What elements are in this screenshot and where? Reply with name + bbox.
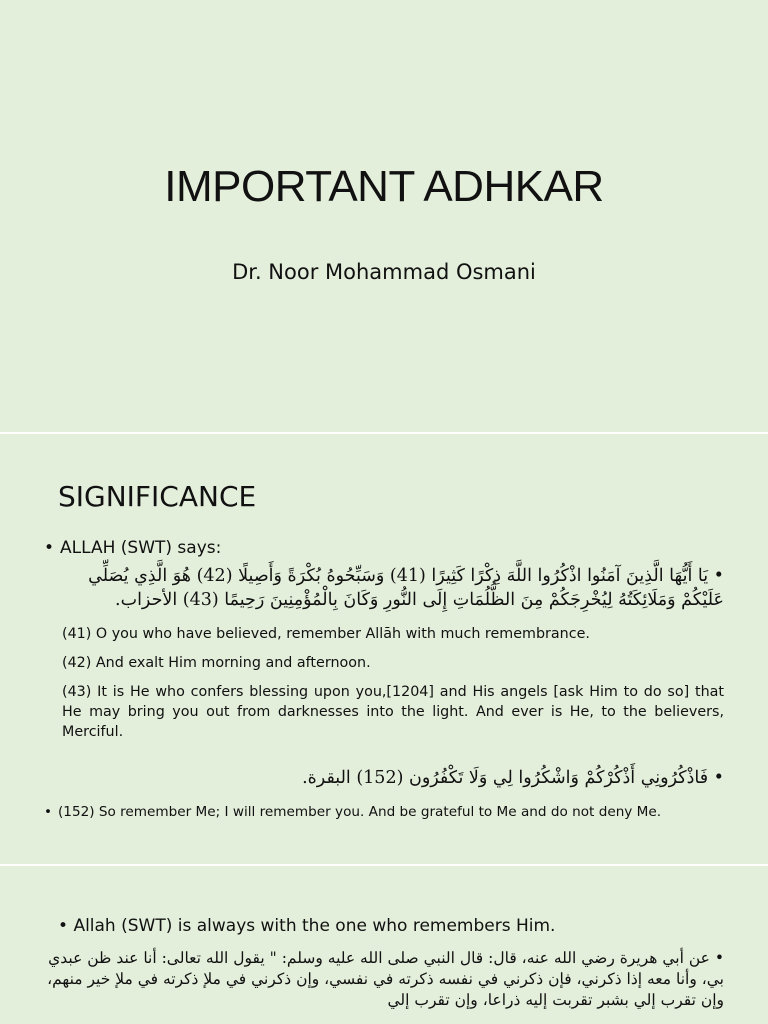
bullet-marker: • [713,566,724,586]
intro-bullet [44,538,221,558]
bullet-marker: • [44,538,55,558]
bullet-marker: • [713,768,724,788]
arabic-verse-baqarah [40,766,724,790]
translation-41: (41) O you who have believed, remember Allāh with much remembrance. [62,626,590,642]
arabic-verse-text: يَا أَيُّهَا الَّذِينَ آمَنُوا اذْكُرُوا اللَّهَ ذِكْرًا كَثِيرًا (41) وَسَبِّحُوهُ بُكْرَةً وَأَصِيلًا (42) هُوَ الَّذِي يُصَلِّي عَلَيْكُمْ وَمَلَائِكَتُهُ لِيُخْرِجَكُمْ مِنَ الظُّلُمَاتِ إِلَى النُّورِ وَكَانَ بِالْمُؤْمِنِينَ رَحِيمًا (43) الأحزاب. [88,566,724,610]
translation-42: (42) And exalt Him morning and afternoon. [62,655,371,671]
hadith-text: عن أبي هريرة رضي الله عنه، قال: قال النبي صلى الله عليه وسلم: " يقول الله تعالى: أنا عند ظن عبدي بي، وأنا معه إذا ذكرني، فإن ذكرني في نفسه ذكرته في نفسي، وإن ذكرني في ملإ ذكرته في ملإ خير منهم، وإن تقرب إلي بشبر تقربت إليه ذراعا، وإن تقرب إلي [47,949,724,1009]
translation-152-text: (152) So remember Me; I will remember you. And be grateful to Me and do not deny Me. [58,804,662,820]
bullet-marker: • [58,916,69,936]
bullet-text: Allah (SWT) is always with the one who remembers Him. [73,916,556,936]
bullet-marker: • [44,804,53,820]
slide-heading: SIGNIFICANCE [58,480,257,513]
significance-slide [0,434,768,864]
bullet-allah-with-rememberer [58,916,555,936]
arabic-verse-ahzab [40,564,724,612]
title-slide [0,0,768,432]
presentation-title: IMPORTANT ADHKAR [164,162,604,211]
intro-text: ALLAH (SWT) says: [60,538,222,558]
companionship-slide [0,866,768,1024]
translation-152 [44,804,661,820]
hadith-arabic [40,948,724,1011]
arabic-verse-text: فَاذْكُرُونِي أَذْكُرْكُمْ وَاشْكُرُوا لِي وَلَا تَكْفُرُون (152) البقرة. [302,768,709,788]
author-name: Dr. Noor Mohammad Osmani [232,260,536,284]
bullet-marker: • [714,949,724,967]
translation-43: (43) It is He who confers blessing upon you,[1204] and His angels [ask Him to do so] that He may bring you out from darknesses into the light. And ever is He, to the believers, Merciful. [62,684,724,740]
